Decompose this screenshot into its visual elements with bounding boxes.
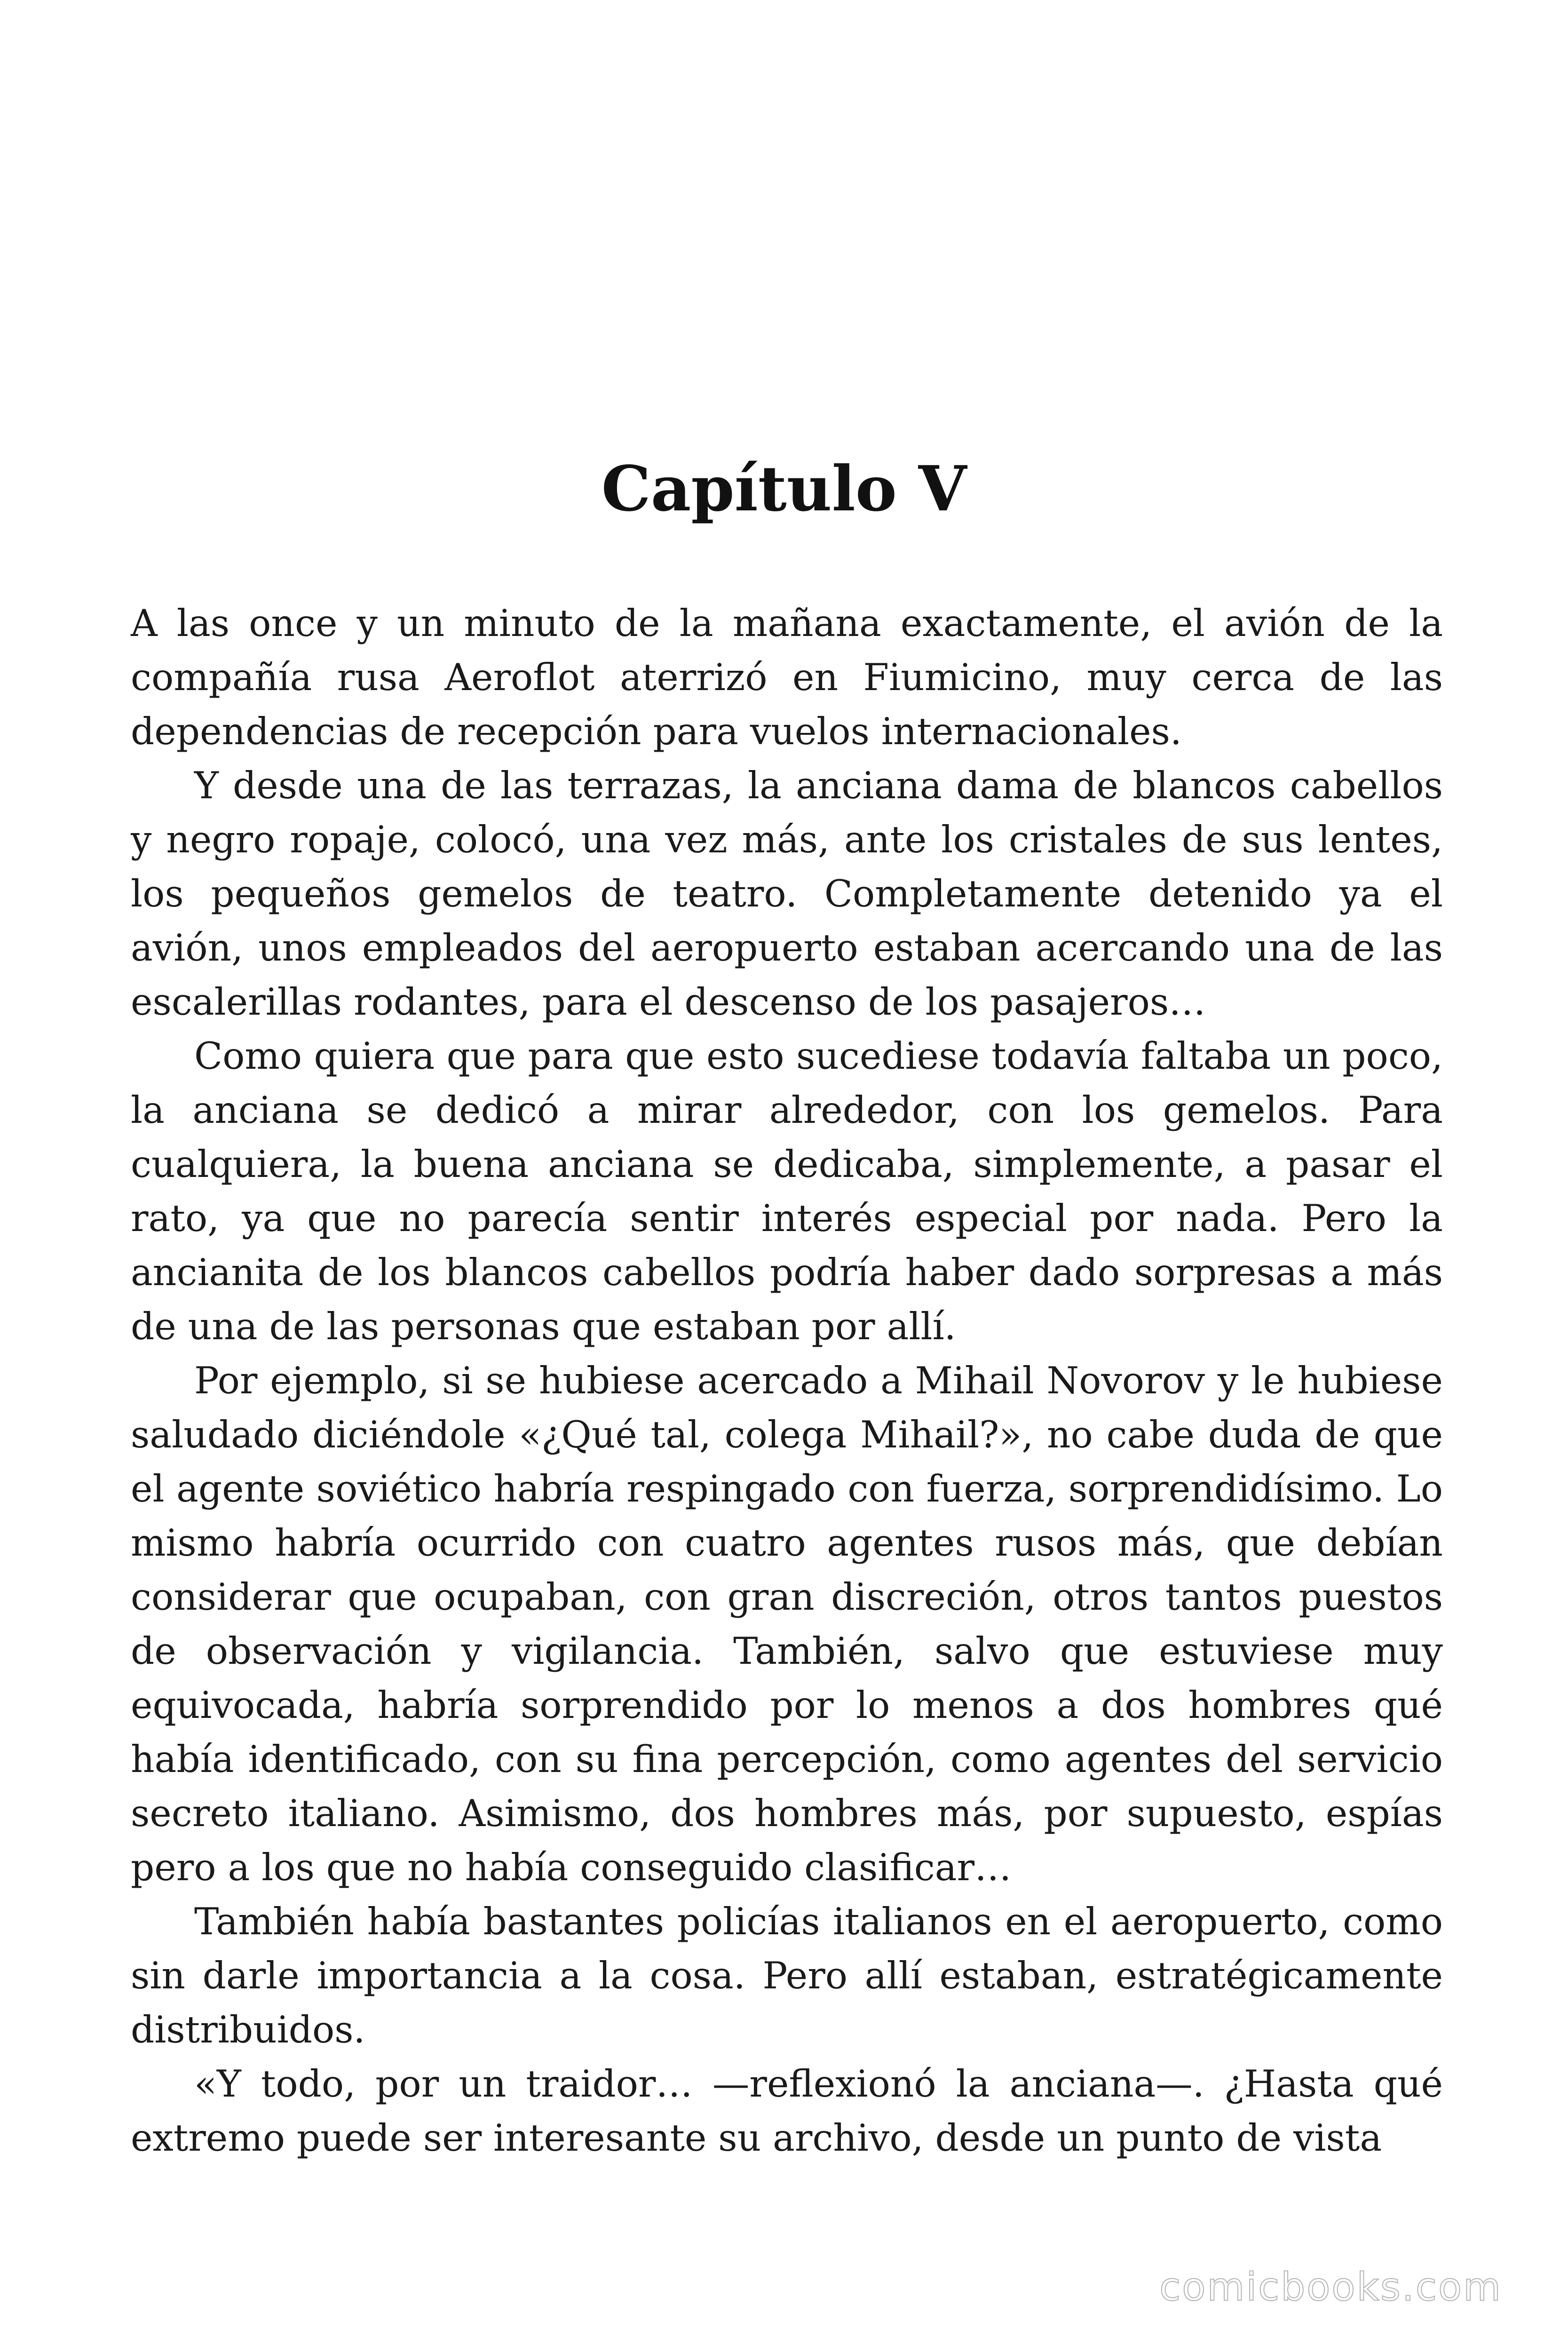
watermark-logo: comicbooks.com: [1159, 2265, 1502, 2310]
paragraph: A las once y un minuto de la mañana exactamente, el avión de la compañía rusa Aeroflot aterrizó en Fiumicino, muy cerca de las dependencias de recepción para vuelos internacionales.: [131, 602, 1443, 753]
paragraph: También había bastantes policías italianos en el aeropuerto, como sin darle importancia a la cosa. Pero allí estaban, estratégicamente distribuidos.: [131, 1900, 1443, 2051]
paragraph: «Y todo, por un traidor… —reflexionó la anciana—. ¿Hasta qué extremo puede ser interesante su archivo, desde un punto de vista: [131, 2062, 1443, 2160]
chapter-title: Capítulo V: [601, 453, 967, 525]
paragraph: Como quiera que para que esto sucediese todavía faltaba un poco, la anciana se dedicó a mirar alrededor, con los gemelos. Para cualquiera, la buena anciana se dedicaba, simplemente, a pasar el rato, ya que no parecía sentir interés especial por nada. Pero la ancianita de los blancos cabellos podría haber dado sorpresas a más de una de las personas que estaban por allí.: [131, 1034, 1443, 1348]
paragraph: Y desde una de las terrazas, la anciana dama de blancos cabellos y negro ropaje, colocó, una vez más, ante los cristales de sus lentes, los pequeños gemelos de teatro. Completamente detenido ya el avión, unos empleados del aeropuerto estaban acercando una de las escalerillas rodantes, para el descenso de los pasajeros…: [131, 764, 1443, 1024]
chapter-body: [131, 596, 1443, 2165]
paragraph: Por ejemplo, si se hubiese acercado a Mihail Novorov y le hubiese saludado diciéndole «¿Qué tal, colega Mihail?», no cabe duda de que el agente soviético habría respingado con fuerza, sorprendidísimo. Lo mismo habría ocurrido con cuatro agentes rusos más, que debían considerar que ocupaban, con gran discreción, otros tantos puestos de observación y vigilancia. También, salvo que estuviese muy equivocada, habría sorprendido por lo menos a dos hombres qué había identificado, con su fina percepción, como agentes del servicio secreto italiano. Asimismo, dos hombres más, por supuesto, espías pero a los que no había conseguido clasificar…: [131, 1359, 1443, 1889]
